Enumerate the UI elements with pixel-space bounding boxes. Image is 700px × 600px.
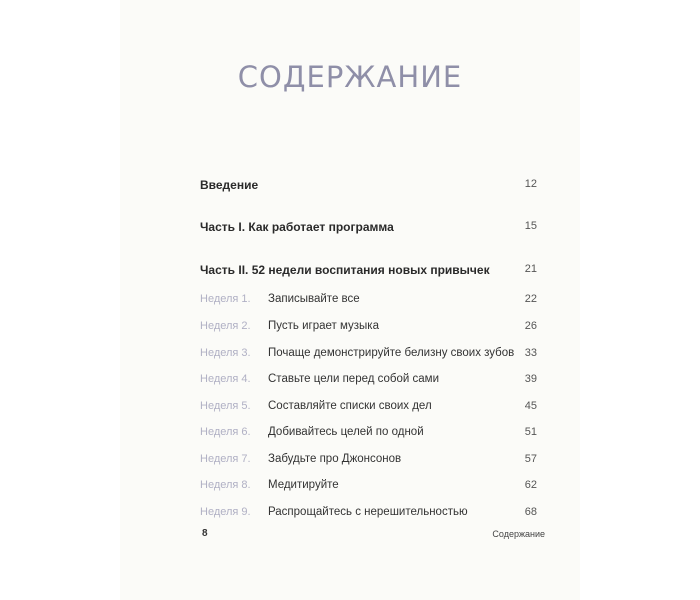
week-title: Ставьте цели перед собой сами: [268, 373, 439, 385]
week-number: Неделя 5.: [200, 400, 251, 412]
week-title: Забудьте про Джонсонов: [268, 453, 402, 465]
week-number: Неделя 4.: [200, 373, 251, 385]
week-number: Неделя 8.: [200, 479, 251, 491]
week-page: 45: [524, 400, 537, 412]
week-page: 62: [524, 479, 537, 491]
week-title: Составляйте списки своих дел: [268, 400, 432, 412]
toc-entry-label: Часть I. Как работает программа: [200, 220, 394, 234]
toc-entry-part-1: [200, 220, 560, 240]
toc-week-6: [200, 426, 560, 446]
toc-week-8: [200, 479, 560, 499]
week-title: Почаще демонстрируйте белизну своих зубов: [268, 347, 515, 359]
week-number: Неделя 6.: [200, 426, 251, 438]
week-title: Добивайтесь целей по одной: [268, 426, 424, 438]
toc-week-3: [200, 347, 560, 367]
week-number: Неделя 9.: [200, 506, 251, 518]
page-number: 8: [202, 528, 208, 539]
week-page: 22: [524, 293, 537, 305]
toc-week-4: [200, 373, 560, 393]
toc-week-1: [200, 293, 560, 313]
book-page: [120, 0, 580, 600]
week-page: 39: [524, 373, 537, 385]
running-header: Содержание: [492, 529, 545, 539]
week-number: Неделя 1.: [200, 293, 251, 305]
toc-week-2: [200, 320, 560, 340]
toc-entry-page: 12: [524, 178, 537, 190]
week-page: 51: [524, 426, 537, 438]
toc-entry-page: 21: [524, 263, 537, 275]
week-page: 26: [524, 320, 537, 332]
week-number: Неделя 3.: [200, 347, 251, 359]
week-page: 68: [524, 506, 537, 518]
week-page: 57: [524, 453, 537, 465]
week-page: 33: [524, 347, 537, 359]
toc-entry-introduction: [200, 178, 560, 198]
toc-week-7: [200, 453, 560, 473]
toc-week-9: [200, 506, 560, 526]
toc-entry-label: Введение: [200, 178, 259, 192]
toc-week-5: [200, 400, 560, 420]
week-number: Неделя 2.: [200, 320, 251, 332]
week-title: Распрощайтесь с нерешительностью: [268, 506, 468, 518]
week-title: Медитируйте: [268, 479, 339, 491]
week-title: Пусть играет музыка: [268, 320, 379, 332]
toc-entry-part-2: [200, 263, 560, 283]
week-number: Неделя 7.: [200, 453, 251, 465]
toc-entry-label: Часть II. 52 недели воспитания новых привычек: [200, 263, 490, 277]
toc-entry-page: 15: [524, 220, 537, 232]
week-title: Записывайте все: [268, 293, 360, 305]
page-title: СОДЕРЖАНИЕ: [237, 60, 463, 94]
